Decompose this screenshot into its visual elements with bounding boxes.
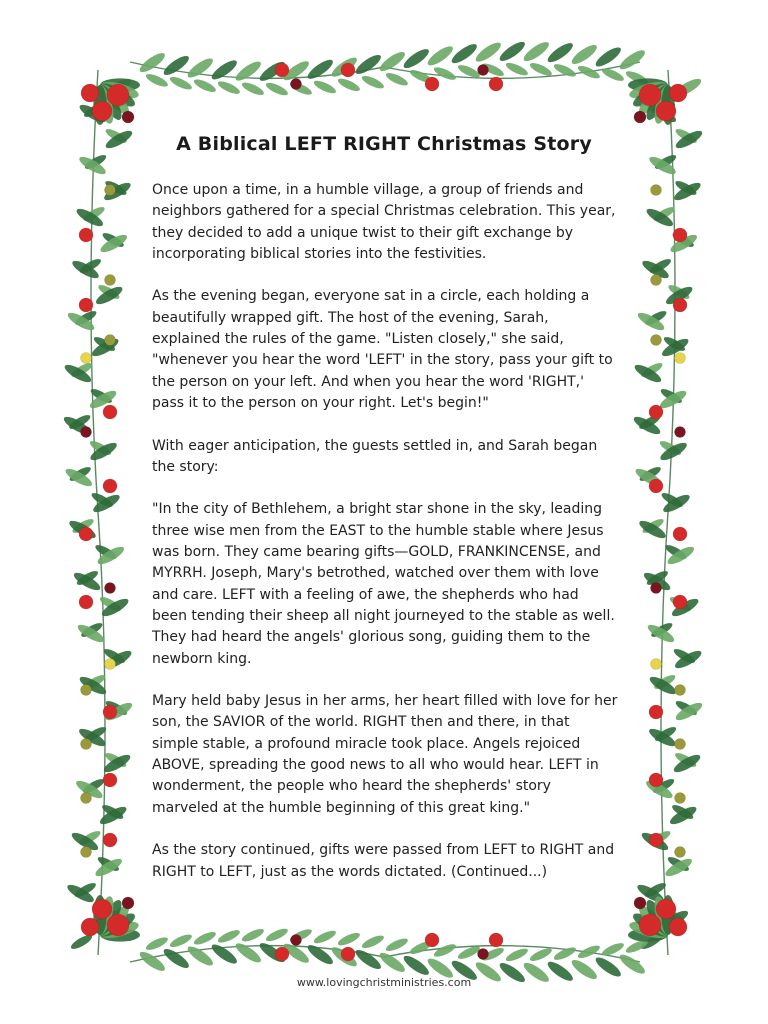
- leaf-icon: [216, 928, 241, 945]
- berry-icon: [673, 527, 687, 541]
- leaf-icon: [209, 941, 239, 966]
- leaf-icon: [312, 928, 337, 945]
- leaf-icon: [360, 933, 385, 950]
- berry-icon: [673, 228, 687, 242]
- story-paragraph: Once upon a time, in a humble village, a group of friends and neighbors gathered for a special Christmas celebration. This year, they decided to add a unique twist to their gift exchange by incorporating biblical stories into the festivities.: [152, 182, 616, 262]
- leaf-icon: [504, 946, 529, 963]
- story-paragraph: As the evening began, everyone sat in a circle, each holding a beautifully wrapped gift. The host of the evening, Sarah, explained the rules of the game. "Listen closely," she said, "whenever you hear the word 'LEFT' in the story, pass your gift to the person on your left. And when you hear the word 'RIGHT,' pass it to the person on your right. Let's begin!": [152, 288, 613, 411]
- story-paragraph: As the story continued, gifts were passed from LEFT to RIGHT and RIGHT to LEFT, just as the words dictated. (Continued...): [152, 842, 615, 880]
- leaf-icon: [353, 52, 383, 77]
- leaf-icon: [528, 61, 553, 78]
- berry-icon: [107, 914, 129, 936]
- berry-icon: [275, 947, 289, 961]
- leaf-icon: [264, 926, 289, 943]
- berry-icon: [79, 228, 93, 242]
- berry-icon: [489, 933, 503, 947]
- page-title: A Biblical LEFT RIGHT Christmas Story: [176, 133, 592, 155]
- leaf-icon: [449, 41, 479, 66]
- berry-icon: [639, 84, 661, 106]
- leaf-icon: [617, 951, 647, 976]
- berry-icon: [79, 527, 93, 541]
- berry-icon: [103, 773, 117, 787]
- leaf-icon: [504, 60, 529, 77]
- berry-icon: [81, 739, 92, 750]
- berry-icon: [673, 595, 687, 609]
- berry-icon: [105, 659, 116, 670]
- berry-icon: [105, 583, 116, 594]
- berry-icon: [634, 111, 646, 123]
- berry-icon: [675, 685, 686, 696]
- berry-icon: [341, 63, 355, 77]
- leaf-icon: [473, 39, 503, 64]
- berry-icon: [81, 793, 92, 804]
- berry-icon: [675, 427, 686, 438]
- leaf-icon: [264, 80, 289, 97]
- berry-icon: [105, 185, 116, 196]
- leaf-icon: [521, 39, 551, 64]
- berry-icon: [81, 918, 99, 936]
- leaf-icon: [161, 946, 191, 971]
- leaf-icon: [185, 943, 215, 968]
- berry-icon: [425, 933, 439, 947]
- story-body: [152, 180, 618, 904]
- leaf-icon: [240, 80, 265, 97]
- leaf-icon: [216, 79, 241, 96]
- leaf-icon: [192, 930, 217, 947]
- leaf-icon: [497, 39, 527, 64]
- leaf-icon: [137, 50, 167, 75]
- berry-icon: [103, 405, 117, 419]
- leaf-icon: [545, 40, 575, 65]
- berry-icon: [651, 583, 662, 594]
- berry-icon: [651, 185, 662, 196]
- berry-icon: [639, 914, 661, 936]
- berry-icon: [122, 111, 134, 123]
- leaf-icon: [161, 53, 191, 78]
- berry-icon: [275, 63, 289, 77]
- berry-icon: [656, 101, 676, 121]
- berry-icon: [651, 275, 662, 286]
- leaf-icon: [233, 58, 263, 83]
- berry-icon: [103, 479, 117, 493]
- berry-icon: [634, 897, 646, 909]
- berry-icon: [425, 77, 439, 91]
- berry-icon: [656, 899, 676, 919]
- berry-icon: [92, 899, 112, 919]
- berry-icon: [105, 275, 116, 286]
- berry-icon: [107, 84, 129, 106]
- berry-icon: [673, 298, 687, 312]
- berry-icon: [651, 335, 662, 346]
- leaf-icon: [569, 42, 599, 67]
- berry-icon: [675, 847, 686, 858]
- story-paragraph: With eager anticipation, the guests settled in, and Sarah began the story:: [152, 437, 598, 475]
- berry-icon: [341, 947, 355, 961]
- berry-icon: [649, 479, 663, 493]
- leaf-icon: [401, 953, 431, 978]
- leaf-icon: [209, 57, 239, 82]
- berry-icon: [649, 773, 663, 787]
- berry-icon: [649, 833, 663, 847]
- berry-icon: [79, 298, 93, 312]
- berry-icon: [103, 833, 117, 847]
- leaf-icon: [617, 47, 647, 72]
- berry-icon: [291, 79, 302, 90]
- leaf-icon: [137, 949, 167, 974]
- berry-icon: [291, 935, 302, 946]
- berry-icon: [675, 353, 686, 364]
- leaf-icon: [384, 71, 409, 88]
- berry-icon: [81, 847, 92, 858]
- berry-icon: [669, 84, 687, 102]
- leaf-icon: [353, 947, 383, 972]
- berry-icon: [649, 705, 663, 719]
- berry-icon: [478, 65, 489, 76]
- berry-icon: [81, 84, 99, 102]
- footer-website: www.lovingchristministries.com: [296, 976, 472, 989]
- leaf-icon: [305, 942, 335, 967]
- leaf-icon: [401, 46, 431, 71]
- berry-icon: [79, 595, 93, 609]
- berry-icon: [92, 101, 112, 121]
- leaf-icon: [336, 930, 361, 947]
- story-paragraph: "In the city of Bethlehem, a bright star shone in the sky, leading three wise men from the EAST to the humble stable where Jesus was born. They came bearing gifts—GOLD, FRANKINCENSE, and MYRRH. Joseph, Mary's betrothed, watched over them with love and care. LEFT with a feeling of awe, the shepherds who had been tending their sheep all night journeyed to the stable as well. They had heard the angels' glorious song, guiding them to the newborn king.: [152, 501, 615, 667]
- leaf-icon: [185, 55, 215, 80]
- berry-icon: [105, 335, 116, 346]
- leaf-icon: [425, 43, 455, 68]
- leaf-icon: [192, 77, 217, 94]
- leaf-icon: [233, 940, 263, 965]
- leaf-icon: [312, 78, 337, 95]
- berry-icon: [103, 705, 117, 719]
- berry-icon: [649, 405, 663, 419]
- berry-icon: [489, 77, 503, 91]
- leaf-icon: [240, 927, 265, 944]
- leaf-icon: [552, 945, 577, 962]
- story-paragraph: Mary held baby Jesus in her arms, her heart filled with love for her son, the SAVIOR of the world. RIGHT then and there, in that simple stable, a profound miracle took place. Angels rejoiced ABOVE, spreading the good news to all who would hear. LEFT in wonderment, the people who heard the shepherds' story marveled at the humble beginning of this great king.": [152, 693, 618, 816]
- berry-icon: [81, 685, 92, 696]
- berry-icon: [669, 918, 687, 936]
- leaf-icon: [305, 57, 335, 82]
- leaf-icon: [94, 284, 125, 308]
- berry-icon: [675, 793, 686, 804]
- berry-icon: [81, 427, 92, 438]
- berry-icon: [675, 739, 686, 750]
- berry-icon: [122, 897, 134, 909]
- leaf-icon: [528, 946, 553, 963]
- leaf-icon: [552, 62, 577, 79]
- leaf-icon: [336, 76, 361, 93]
- leaf-icon: [384, 936, 409, 953]
- leaf-icon: [360, 73, 385, 90]
- berry-icon: [478, 949, 489, 960]
- berry-icon: [651, 659, 662, 670]
- berry-icon: [81, 353, 92, 364]
